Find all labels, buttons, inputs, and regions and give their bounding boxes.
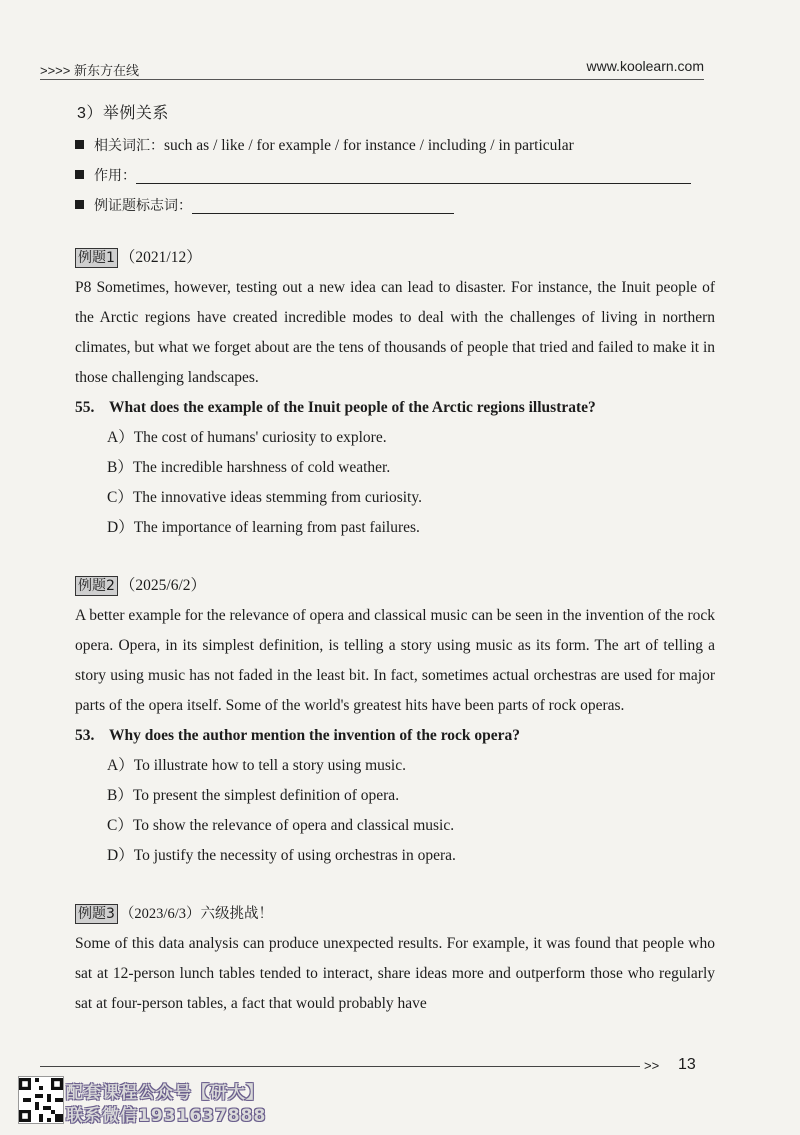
- qr-code-icon: [18, 1076, 64, 1124]
- page-header: [40, 58, 704, 78]
- option-a[interactable]: A）The cost of humans' curiosity to explore.: [107, 429, 387, 446]
- watermark-line-2: 联系微信1931637888: [66, 1106, 267, 1126]
- footer-divider: [40, 1066, 640, 1067]
- header-url[interactable]: www.koolearn.com: [586, 58, 704, 74]
- square-bullet-icon: [75, 200, 84, 209]
- square-bullet-icon: [75, 140, 84, 149]
- bullet-signal-words: [75, 191, 715, 221]
- example-1-heading: [75, 245, 715, 271]
- page-number: 13: [678, 1056, 696, 1073]
- example-date: （2023/6/3）六级挑战！: [119, 906, 273, 922]
- option-a[interactable]: A）To illustrate how to tell a story using music.: [107, 757, 406, 774]
- bullet-function: [75, 161, 715, 191]
- header-divider: [40, 79, 704, 80]
- bullet-text: such as / like / for example / for instance / including / in particular: [164, 137, 574, 154]
- example-tag: 例题1: [75, 248, 118, 268]
- footer-arrow: >>: [644, 1058, 660, 1073]
- bullet-label: 例证题标志词：: [94, 198, 192, 214]
- question-text: Why does the author mention the invention of the rock opera?: [109, 727, 521, 744]
- option-d[interactable]: D）The importance of learning from past failures.: [107, 519, 420, 536]
- question-text: What does the example of the Inuit people of the Arctic regions illustrate?: [109, 399, 596, 416]
- main-content: [75, 100, 715, 1019]
- fill-in-blank[interactable]: [136, 165, 691, 184]
- example-tag: 例题2: [75, 576, 118, 596]
- example-1-passage: P8 Sometimes, however, testing out a new idea can lead to disaster. For instance, the Inuit people of the Arctic regions have created incredible modes to deal with the challenges of living in northern climates, but what we forget about are the tens of thousands of people that tried and failed to make it in those challenging landscapes.: [75, 279, 715, 386]
- option-c[interactable]: C）To show the relevance of opera and classical music.: [107, 817, 455, 834]
- option-b[interactable]: B）The incredible harshness of cold weather.: [107, 459, 391, 476]
- example-3-passage: Some of this data analysis can produce unexpected results. For example, it was found that people who sat at 12-person lunch tables tended to interact, share ideas more and outperform those who regularly sat at four-person tables, a fact that would probably have: [75, 935, 715, 1012]
- option-d[interactable]: D）To justify the necessity of using orchestras in opera.: [107, 847, 456, 864]
- square-bullet-icon: [75, 170, 84, 179]
- example-2-passage: A better example for the relevance of opera and classical music can be seen in the invention of the rock opera. Opera, in its simplest definition, is telling a story using music as its form. The art of telling a story using music has not faded in the least bit. In fact, sometimes actual orchestras are used for major parts of the opera itself. Some of the world's greatest hits have been parts of rock operas.: [75, 607, 715, 714]
- example-1-question: [75, 393, 715, 423]
- fill-in-blank[interactable]: [192, 195, 454, 214]
- example-2-heading: [75, 573, 715, 599]
- watermark-line-1: 配套课程公众号【研大】: [66, 1083, 264, 1103]
- bullet-related-words: [75, 131, 715, 161]
- section-title: 3）举例关系: [77, 105, 169, 122]
- bullet-label: 相关词汇：: [94, 138, 164, 154]
- example-2-question: [75, 721, 715, 751]
- example-date: （2021/12）: [119, 249, 202, 266]
- example-3-heading: [75, 901, 715, 927]
- question-number: 53.: [75, 727, 95, 744]
- example-date: （2025/6/2）: [119, 577, 207, 594]
- option-c[interactable]: C）The innovative ideas stemming from curiosity.: [107, 489, 422, 506]
- example-tag: 例题3: [75, 904, 118, 924]
- bullet-label: 作用：: [94, 168, 136, 184]
- qr-code-graphic: [19, 1077, 63, 1123]
- question-number: 55.: [75, 399, 95, 416]
- option-b[interactable]: B）To present the simplest definition of opera.: [107, 787, 400, 804]
- header-brand: >>>> 新东方在线: [40, 63, 139, 78]
